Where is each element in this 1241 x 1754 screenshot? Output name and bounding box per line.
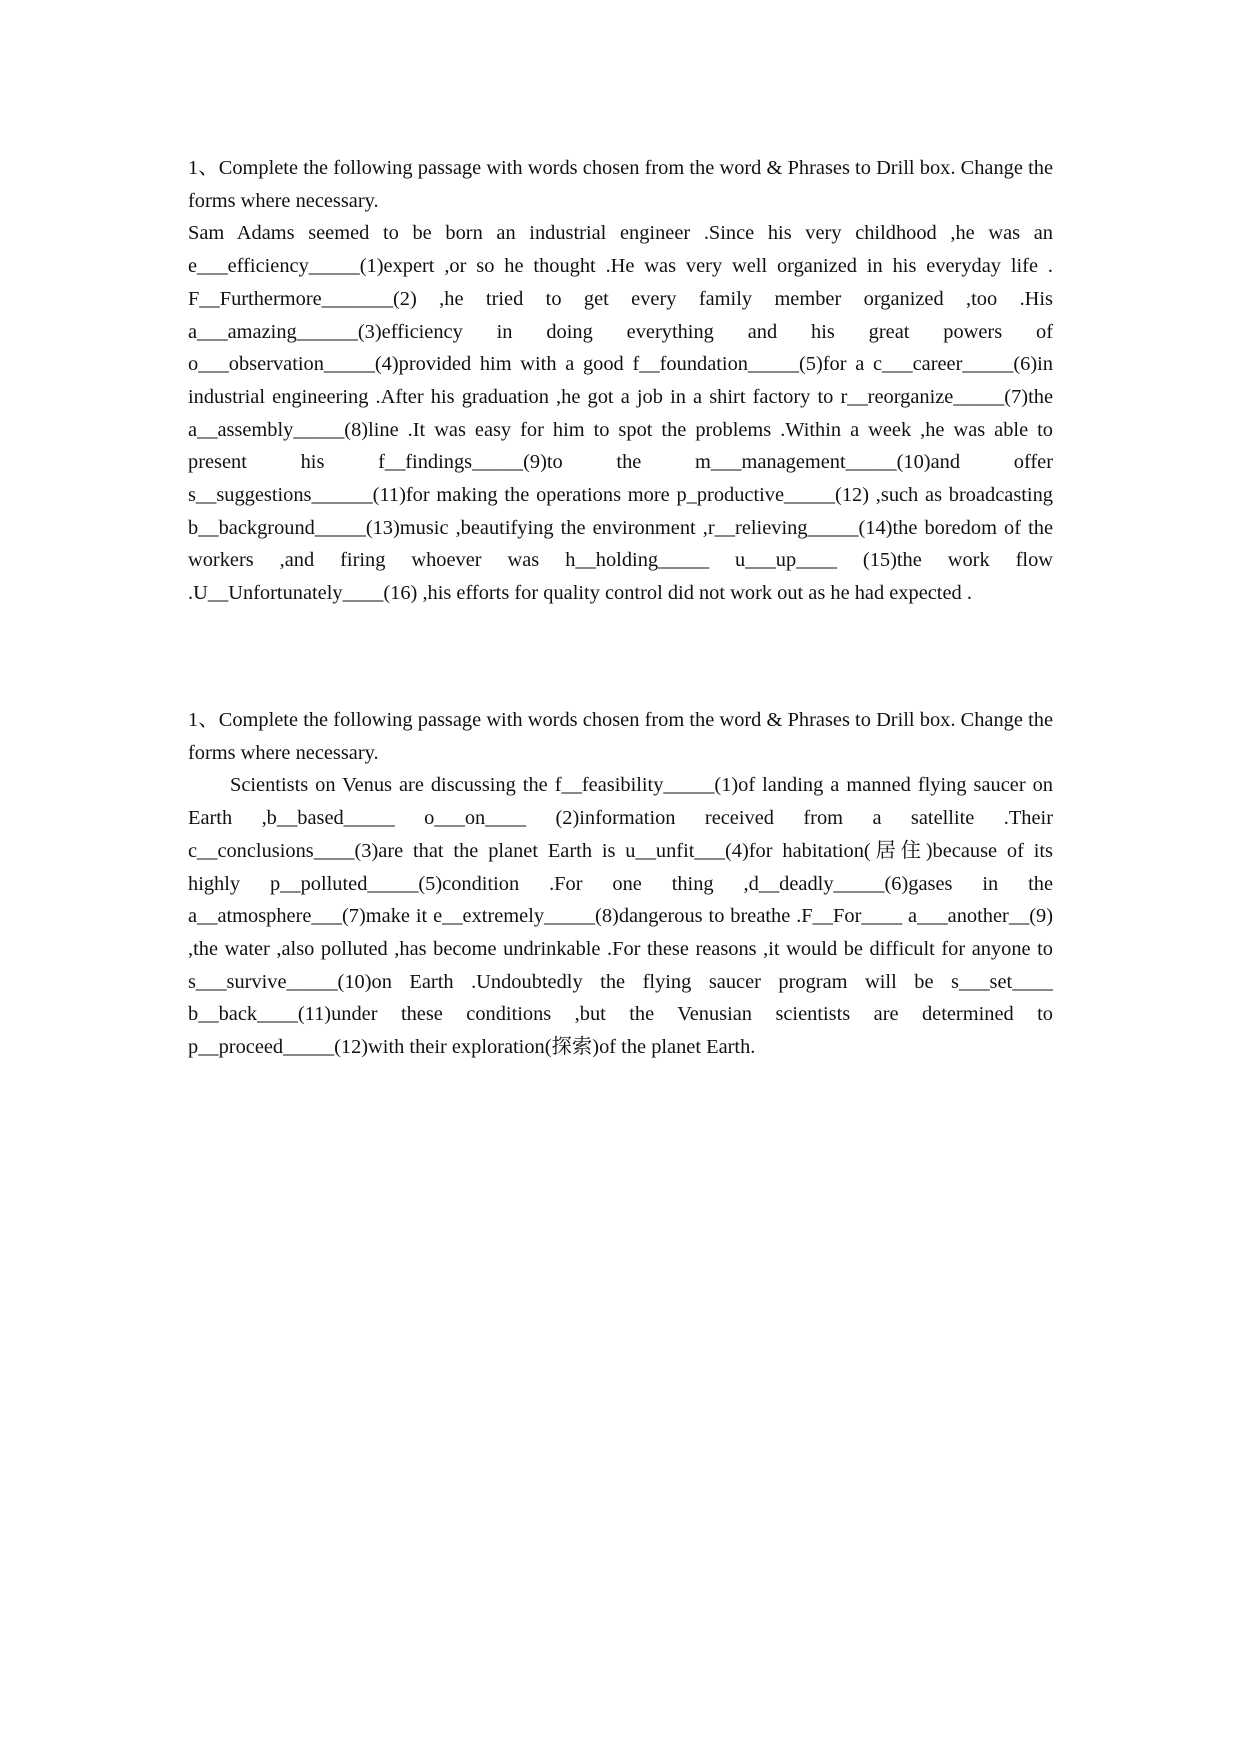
- exercise-2-instruction: 1、Complete the following passage with words chosen from the word & Phrases to Drill box. Change the forms where necessary.: [188, 709, 1053, 764]
- exercise-1: [188, 152, 1053, 610]
- exercise-2-passage: Scientists on Venus are discussing the f__feasibility_____(1)of landing a manned flying saucer on Earth ,b__based_____ o___on____ (2)information received from a satellite .Their c__conclusions____(3)are that the planet Earth is u__unfit___(4)for habitation(居住)because of its highly p__polluted_____(5)condition .For one thing ,d__deadly_____(6)gases in the a__atmosphere___(7)make it e__extremely_____(8)dangerous to breathe .F__For____ a___another__(9) ,the water ,also polluted ,has become undrinkable .For these reasons ,it would be difficult for anyone to s___survive_____(10)on Earth .Undoubtedly the flying saucer program will be s___set____ b__back____(11)under these conditions ,but the Venusian scientists are determined to p__proceed_____(12)with their exploration(探索)of the planet Earth.: [188, 774, 1053, 1059]
- exercise-1-passage: Sam Adams seemed to be born an industrial engineer .Since his very childhood ,he was an e___efficiency_____(1)expert ,or so he thought .He was very well organized in his everyday life . F__Furthermore_______(2) ,he tried to get every family member organized ,too .His a___amazing______(3)efficiency in doing everything and his great powers of o___observation_____(4)provided him with a good f__foundation_____(5)for a c___career_____(6)in industrial engineering .After his graduation ,he got a job in a shirt factory to r__reorganize_____(7)the a__assembly_____(8)line .It was easy for him to spot the problems .Within a week ,he was able to present his f__findings_____(9)to the m___management_____(10)and offer s__suggestions______(11)for making the operations more p_productive_____(12) ,such as broadcasting b__background_____(13)music ,beautifying the environment ,r__relieving_____(14)the boredom of the workers ,and firing whoever was h__holding_____ u___up____ (15)the work flow .U__Unfortunately____(16) ,his efforts for quality control did not work out as he had expected .: [188, 222, 1053, 605]
- exercise-2: [188, 704, 1053, 1064]
- exercise-1-instruction: 1、Complete the following passage with words chosen from the word & Phrases to Drill box. Change the forms where necessary.: [188, 157, 1053, 212]
